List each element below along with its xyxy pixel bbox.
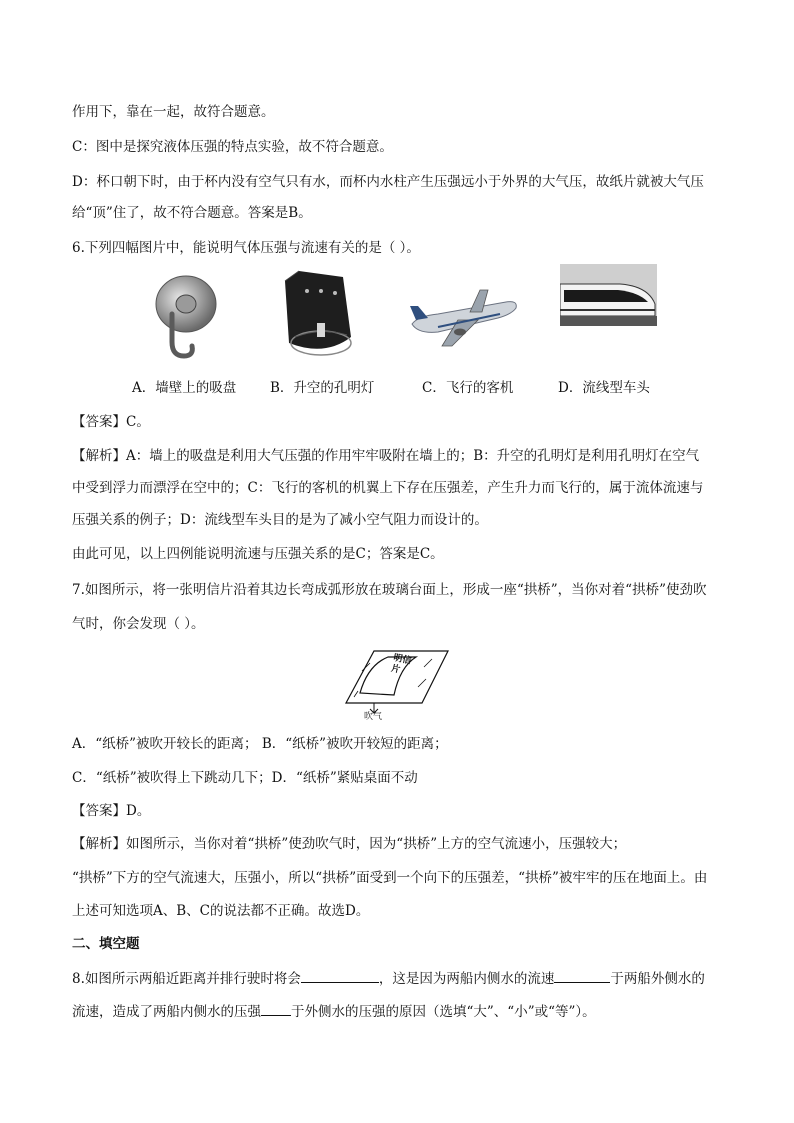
q8-blank-1 <box>301 968 379 983</box>
q6-option-d: D．流线型车头 <box>558 380 650 396</box>
airliner-icon <box>408 280 520 352</box>
postcard-label: 明信片 <box>390 653 413 676</box>
q7-options-cd: C．“纸桥”被吹得上下跳动几下；D．“纸桥”紧贴桌面不动 <box>72 770 418 786</box>
q6-conclusion: 由此可见，以上四例能说明流速与压强关系的是C；答案是C。 <box>72 546 444 562</box>
q7-question-cont: 气时，你会发现（ ）。 <box>72 616 205 632</box>
q6-analysis-line: 【解析】A：墙上的吸盘是利用大气压强的作用牢牢吸附在墙上的；B：升空的孔明灯是利用孔明灯在空气 <box>72 448 700 464</box>
q6-question: 6.下列四幅图片中，能说明气体压强与流速有关的是（ ）。 <box>72 240 420 256</box>
q7-analysis-line: “拱桥”下方的空气流速大，压强小，所以“拱桥”面受到一个向下的压强差，“拱桥”被牢牢的压在地面上。由 <box>72 870 708 886</box>
q7-analysis-line: 【解析】如图所示，当你对着“拱桥”使劲吹气时，因为“拱桥”上方的空气流速小，压强较大； <box>72 836 627 852</box>
q8-question-cont <box>72 1001 596 1022</box>
q7-analysis-line: 上述可知选项A、B、C的说法都不正确。故选D。 <box>72 903 370 919</box>
sky-lantern-icon <box>277 267 357 362</box>
section-title: 二、填空题 <box>72 936 140 952</box>
q8-blank-2 <box>554 968 610 983</box>
q8-text: ，这是因为两船内侧水的流速 <box>378 971 555 987</box>
q5-option-c-analysis: C：图中是探究液体压强的特点实验，故不符合题意。 <box>72 139 393 155</box>
q8-text: 于两船外侧水的 <box>610 971 705 987</box>
blow-air-label: 吹气 <box>364 712 383 722</box>
q5-answer-line: 给“顶”住了，故不符合题意。答案是B。 <box>72 205 312 221</box>
q7-answer: 【答案】D。 <box>72 803 151 819</box>
q6-analysis-line: 中受到浮力而漂浮在空中的；C：飞行的客机的机翼上下存在压强差，产生升力而飞行的，属于流体流速与 <box>72 480 704 496</box>
q6-analysis-line: 压强关系的例子；D：流线型车头目的是为了减小空气阻力而设计的。 <box>72 512 488 528</box>
q8-blank-3 <box>261 1001 291 1016</box>
high-speed-train-icon <box>560 264 657 326</box>
q8-text: 8.如图所示两船近距离并排行驶时将会 <box>72 971 301 987</box>
q5-option-d-analysis: D：杯口朝下时，由于杯内没有空气只有水，而杯内水柱产生压强远小于外界的大气压，故纸片就被大气压 <box>72 174 704 190</box>
q7-options-ab: A．“纸桥”被吹开较长的距离； B．“纸桥”被吹开较短的距离； <box>72 736 448 752</box>
q8-text: 于外侧水的压强的原因（选填“大”、“小”或“等”）。 <box>291 1004 596 1020</box>
q8-question <box>72 968 705 989</box>
q6-option-b: B．升空的孔明灯 <box>270 380 375 396</box>
q5-text-line: 作用下，靠在一起，故符合题意。 <box>72 104 275 120</box>
suction-cup-hook-icon <box>152 272 222 362</box>
q6-option-a: A．墙壁上的吸盘 <box>132 380 237 396</box>
q7-question: 7.如图所示，将一张明信片沿着其边长弯成弧形放在玻璃台面上，形成一座“拱桥”，当你对着“拱桥”使劲吹 <box>72 582 707 598</box>
q8-text: 流速，造成了两船内侧水的压强 <box>72 1004 261 1020</box>
q6-answer: 【答案】C。 <box>72 414 150 430</box>
q6-option-c: C．飞行的客机 <box>422 380 514 396</box>
